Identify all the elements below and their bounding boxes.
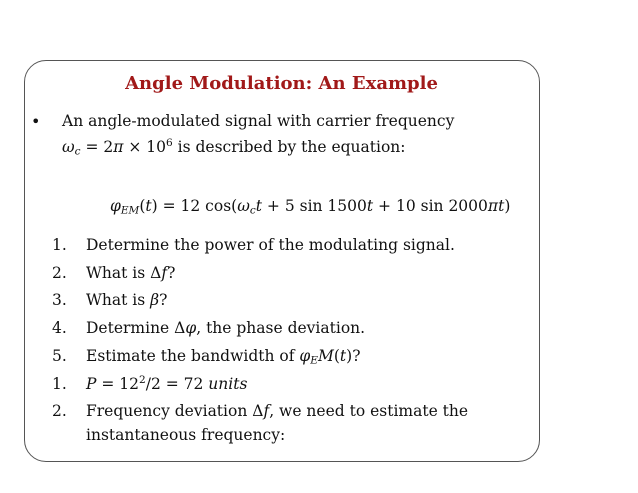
list-item: 3. What is β?: [52, 291, 168, 309]
list-item: 5. Estimate the bandwidth of $\varphi_EM(t)$?: [52, 347, 361, 367]
bullet-line-1: An angle-modulated signal with carrier frequency: [62, 112, 455, 130]
bullet-marker: •: [31, 112, 41, 131]
list-item: 4. Determine Δφ, the phase deviation.: [52, 319, 366, 337]
list-item: 1. Determine the power of the modulating signal.: [52, 236, 455, 254]
list-item-continuation: instantaneous frequency:: [86, 426, 286, 444]
bullet-line-2: $\omega_c = 2\pi \times 10^6$ is described by the equation:: [62, 137, 406, 158]
list-item: 1. $P = 12^2/2 = 72$ units: [52, 374, 248, 393]
list-item: 2. What is Δf?: [52, 264, 176, 282]
equation: $\varphi_{EM}(t) = 12$ $\cos(\omega_ct + 5$ sin 1500t + 10 sin 2000πt): [110, 197, 511, 217]
bullet-line-2-tail: is described by the equation:: [172, 138, 406, 156]
carrier-frequency-math: $\omega_c$: [62, 138, 81, 158]
list-item: 2. Frequency deviation Δf, we need to estimate the: [52, 402, 469, 420]
slide-title: Angle Modulation: An Example: [125, 73, 438, 94]
